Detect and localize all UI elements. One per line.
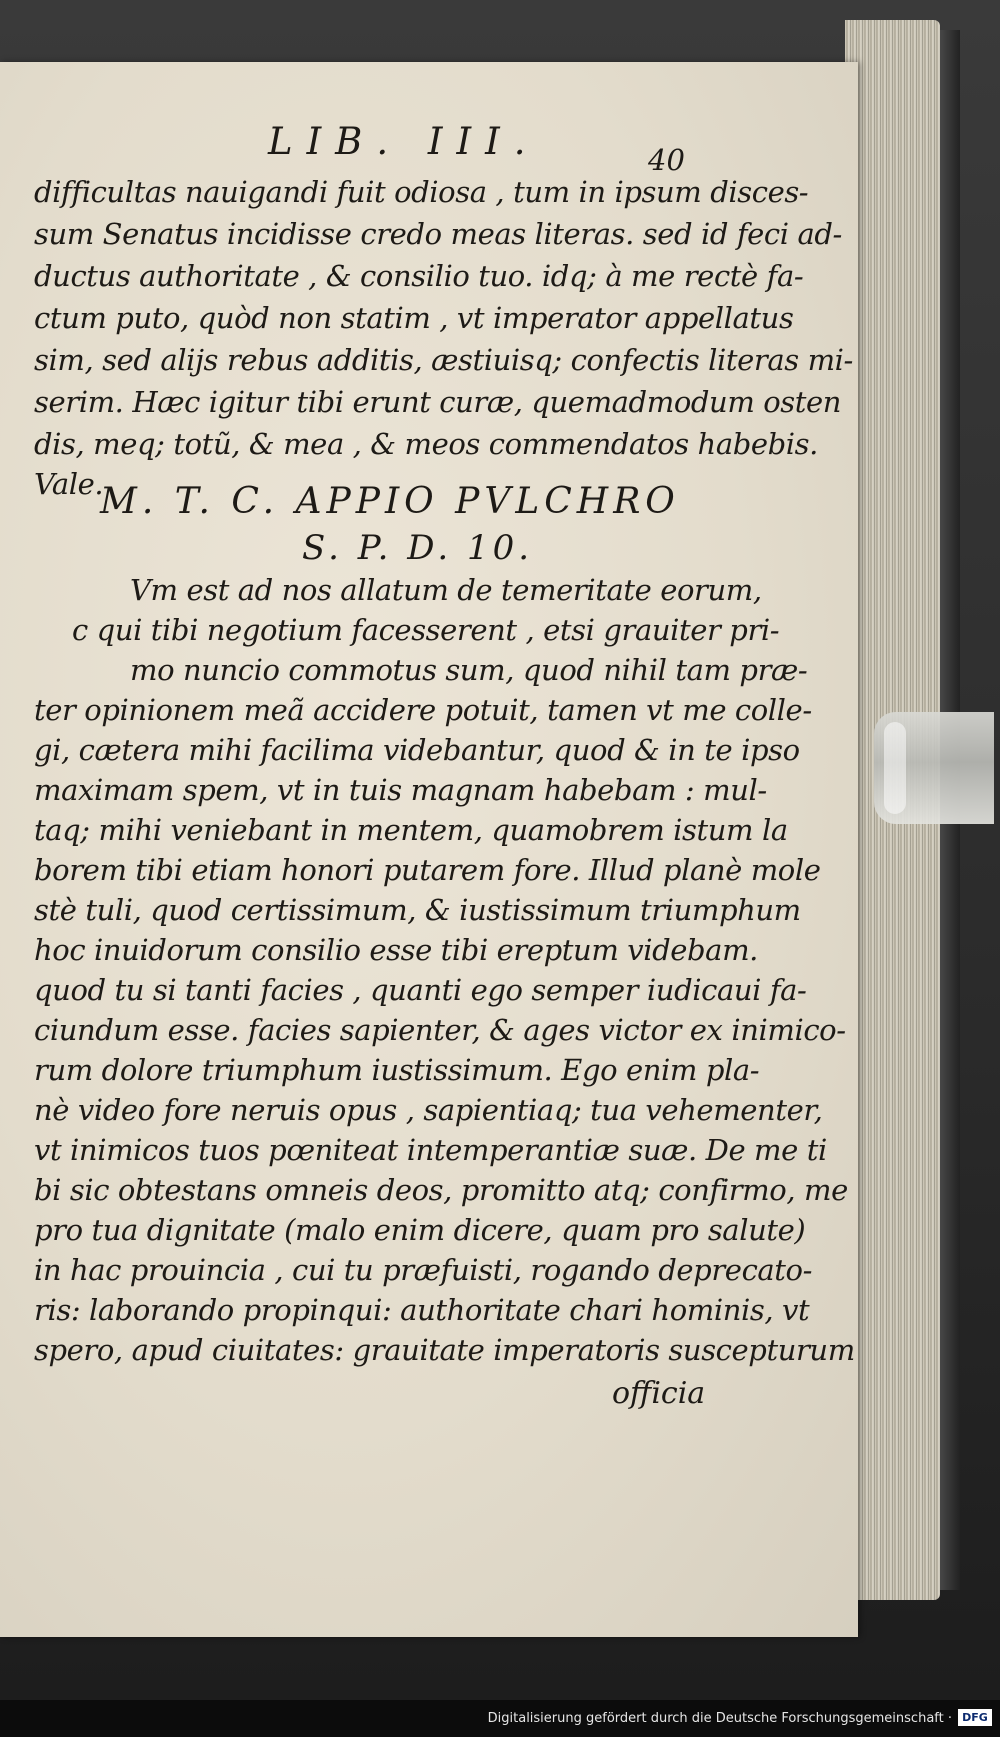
text-line: ctum puto, quòd non statim , vt imperator appellatus [34, 301, 794, 335]
text-line: rum dolore triumphum iustissimum. Ego enim pla- [34, 1053, 760, 1087]
text-line: difficultas nauigandi fuit odiosa , tum in ipsum disces- [34, 175, 809, 209]
text-line: hoc inuidorum consilio esse tibi ereptum videbam. [34, 933, 758, 967]
page-number: 40 [648, 143, 685, 177]
text-line: vt inimicos tuos pœniteat intemperantiæ suæ. De me ti [34, 1133, 827, 1167]
text-line: Vale. [34, 467, 104, 501]
text-line: ciundum esse. facies sapienter, & ages victor ex inimico- [34, 1013, 846, 1047]
text-line: in hac prouincia , cui tu præfuisti, rogando deprecato- [34, 1253, 813, 1287]
text-line: mo nuncio commotus sum, quod nihil tam præ- [130, 653, 808, 687]
letter-body [34, 570, 855, 1390]
text-line: dis, meq; totũ, & mea , & meos commendatos habebis. [34, 427, 818, 461]
plastic-clip-highlight [884, 722, 906, 814]
text-line: ter opinionem meã accidere potuit, tamen vt me colle- [34, 693, 812, 727]
running-head: LIB. III. [268, 120, 540, 163]
text-line: spero, apud ciuitates: grauitate imperatoris suscepturum [34, 1333, 855, 1367]
text-line: Vm est ad nos allatum de temeritate eorum, [130, 573, 762, 607]
text-line: nè video fore neruis opus , sapientiaq; tua vehementer, [34, 1093, 823, 1127]
letter-heading: M. T. C. APPIO PVLCHRO [100, 481, 680, 522]
text-line: sim, sed alijs rebus additis, æstiuisq; confectis literas mi- [34, 343, 853, 377]
text-line: gi, cætera mihi facilima videbantur, quod & in te ipso [34, 733, 800, 767]
text-line: serim. Hæc igitur tibi erunt curæ, quemadmodum osten [34, 385, 842, 419]
text-line: ris: laborando propinqui: authoritate chari hominis, vt [34, 1293, 810, 1327]
text-line: maximam spem, vt in tuis magnam habebam : mul- [34, 773, 767, 807]
text-line: ductus authoritate , & consilio tuo. idq; à me rectè fa- [34, 259, 804, 293]
text-line: pro tua dignitate (malo enim dicere, quam pro salute) [34, 1213, 806, 1247]
text-line: borem tibi etiam honori putarem fore. Illud planè mole [34, 853, 821, 887]
funding-credit: Digitalisierung gefördert durch die Deutsche Forschungsgemeinschaft · [487, 1711, 952, 1726]
letter-salutation: S. P. D. 10. [302, 528, 534, 568]
text-line: sum Senatus incidisse credo meas literas. sed id feci ad- [34, 217, 842, 251]
text-line: bi sic obtestans omneis deos, promitto atq; confirmo, me [34, 1173, 848, 1207]
text-line: quod tu si tanti facies , quanti ego semper iudicaui fa- [34, 973, 807, 1007]
text-line: stè tuli, quod certissimum, & iustissimum triumphum [34, 893, 801, 927]
dfg-logo: DFG [958, 1709, 992, 1726]
catchword: officia [612, 1376, 706, 1411]
text-line: c qui tibi negotium facesserent , etsi grauiter pri- [72, 613, 780, 647]
text-line: taq; mihi veniebant in mentem, quamobrem istum la [34, 813, 788, 847]
